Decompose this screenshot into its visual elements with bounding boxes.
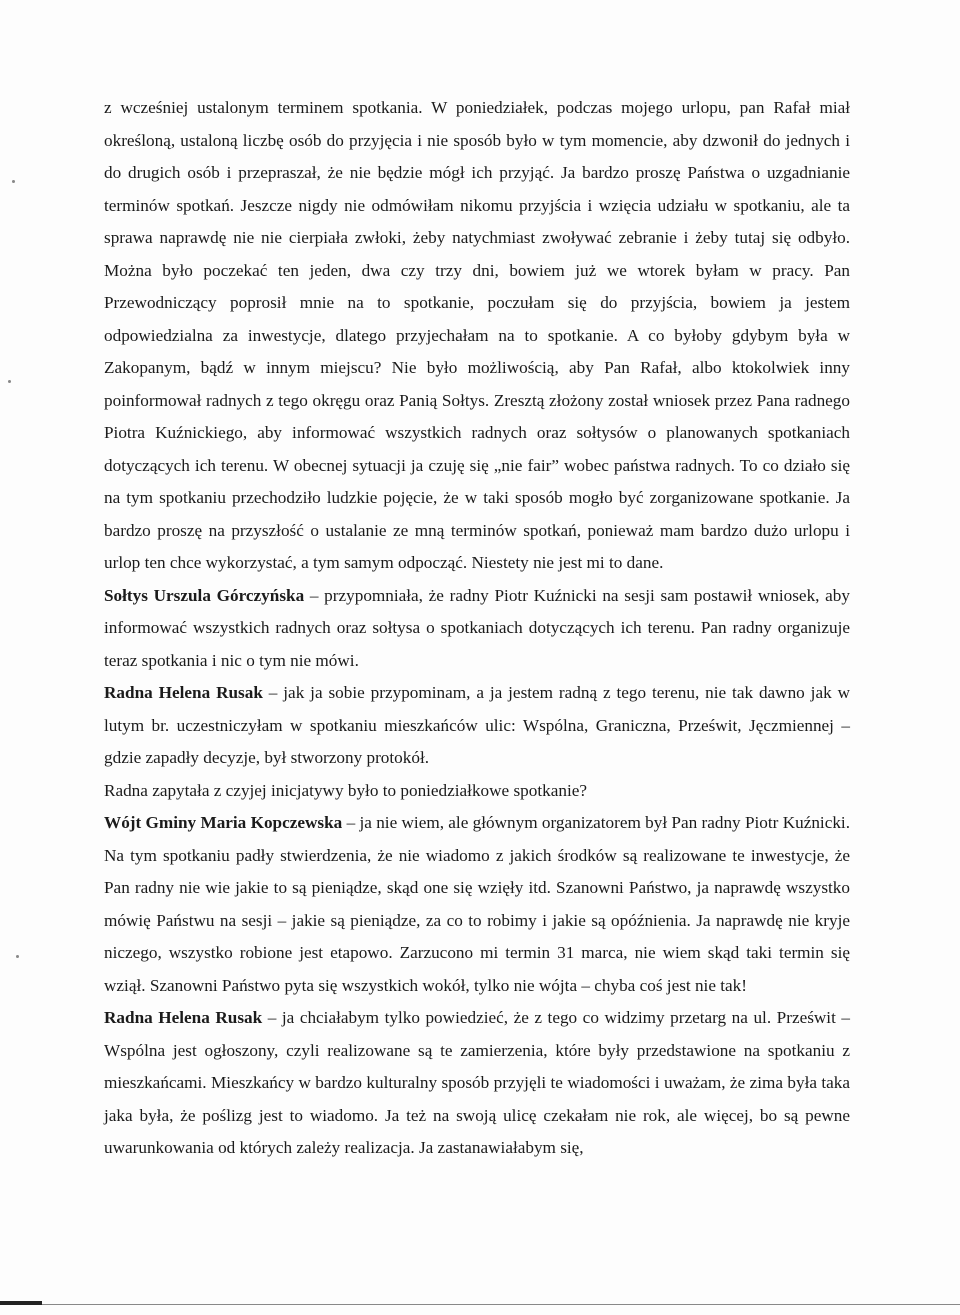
speaker-name: Sołtys Urszula Górczyńska xyxy=(104,585,305,605)
paragraph-5-text: – ja nie wiem, ale głównym organizatorem był Pan radny Piotr Kuźnicki. Na tym spotkaniu padły stwierdzenia, że nie wiadomo z jakich środków są realizowane te inwestycje, że Pan radny nie wie jakie to są pieniądze, skąd one się wzięły itd. Szanowni Państwo, ja naprawdę wszystko mówię Państwu na sesji – jakie są pieniądze, za co to robimy i jakie są opóźnienia. Ja naprawdę nie kryje niczego, wszystko robione jest etapowo. Zarzucono mi termin 31 marca, nie wiem skąd taki termin się wziął. Szanowni Państwo pyta się wszystkich wokół, tylko nie wójta – chyba coś jest nie tak! xyxy=(104,813,850,995)
speaker-name: Radna Helena Rusak xyxy=(104,683,263,702)
scan-speck xyxy=(16,955,19,958)
paragraph-3 xyxy=(104,677,850,775)
speaker-name: Wójt Gminy Maria Kopczewska xyxy=(104,813,343,832)
scan-speck xyxy=(8,380,11,383)
paragraph-3-text: – jak ja sobie przypominam, a ja jestem radną z tego terenu, nie tak dawno jak w lutym br. uczestniczyłam w spotkaniu mieszkańców ulic: Wspólna, Graniczna, Prześwit, Jęczmiennej – gdzie zapadły decyzje, był stworzony protokół. xyxy=(104,683,850,767)
body-text xyxy=(104,92,850,1165)
paragraph-4-text: Radna zapytała z czyjej inicjatywy było to poniedziałkowe spotkanie? xyxy=(104,780,587,800)
paragraph-1-text: z wcześniej ustalonym terminem spotkania. W poniedziałek, podczas mojego urlopu, pan Rafał miał określoną, ustaloną liczbę osób do przyjęcia i nie sposób było w tym momencie, aby dzwonił do jednych i do drugich osób i przepraszał, że nie będzie mógł ich przyjąć. Ja bardzo proszę Państwa o uzgadnianie terminów spotkań. Jeszcze nigdy nie odmówiłam nikomu przyjścia i wzięcia udziału w spotkaniu, ale ta sprawa naprawdę nie nie cierpiała zwłoki, żeby natychmiast zwoływać zebranie i żeby tutaj się odbyło. Można było poczekać ten jeden, dwa czy trzy dni, bowiem już we wtorek byłam w pracy. Pan Przewodniczący poprosił mnie na to spotkanie, poczułam się do przyjścia, bowiem ja jestem odpowiedzialna za inwestycje, dlatego przyjechałam na to spotkanie. A co byłoby gdybym była w Zakopanym, bądź w innym miejscu? Nie było możliwością, aby Pan Rafał, albo ktokolwiek inny poinformował radnych z tego okręgu oraz Panią Sołtys. Zresztą złożony został wniosek przez Pana radnego Piotra Kuźnickiego, aby informować wszystkich radnych oraz sołtysów o planowanych spotkaniach dotyczących ich terenu. W obecnej sytuacji ja czuję się „nie fair” wobec państwa radnych. To co działo się na tym spotkaniu przechodziło ludzkie pojęcie, że w taki sposób mogło być zorganizowane spotkanie. Ja bardzo proszę na przyszłość o ustalanie ze mną terminów spotkań, ponieważ mam bardzo dużo urlopu i urlop ten chce wykorzystać, a tym samym odpocząć. Niestety nie jest mi to dane. xyxy=(104,98,850,572)
scan-speck xyxy=(12,180,15,183)
paragraph-2 xyxy=(104,580,850,678)
bottom-edge-mark xyxy=(0,1301,42,1305)
paragraph-2-text: – przypomniała, że radny Piotr Kuźnicki na sesji sam postawił wniosek, aby informować wszystkich radnych oraz sołtysa o spotkaniach dotyczących ich terenu. Pan radny organizuje teraz spotkania i nic o tym nie mówi. xyxy=(104,585,850,670)
bottom-edge-line xyxy=(0,1304,960,1305)
speaker-name: Radna Helena Rusak xyxy=(104,1008,263,1027)
paragraph-6 xyxy=(104,1002,850,1165)
paragraph-1 xyxy=(104,92,850,580)
paragraph-4 xyxy=(104,775,850,808)
paragraph-5 xyxy=(104,807,850,1002)
paragraph-6-text: – ja chciałabym tylko powiedzieć, że z tego co widzimy przetarg na ul. Prześwit – Wspólna jest ogłoszony, czyli realizowane są te zamierzenia, które były przedstawione na spotkaniu z mieszkańcami. Mieszkańcy w bardzo kulturalny sposób przyjęli te wiadomości i uważam, że zima była taka jaka była, że poślizg jest to wiadomo. Ja też na swoją ulicę czekałam nie rok, ale więcej, bo są pewne uwarunkowania od których zależy realizacja. Ja zastanawiałabym się, xyxy=(104,1008,850,1157)
